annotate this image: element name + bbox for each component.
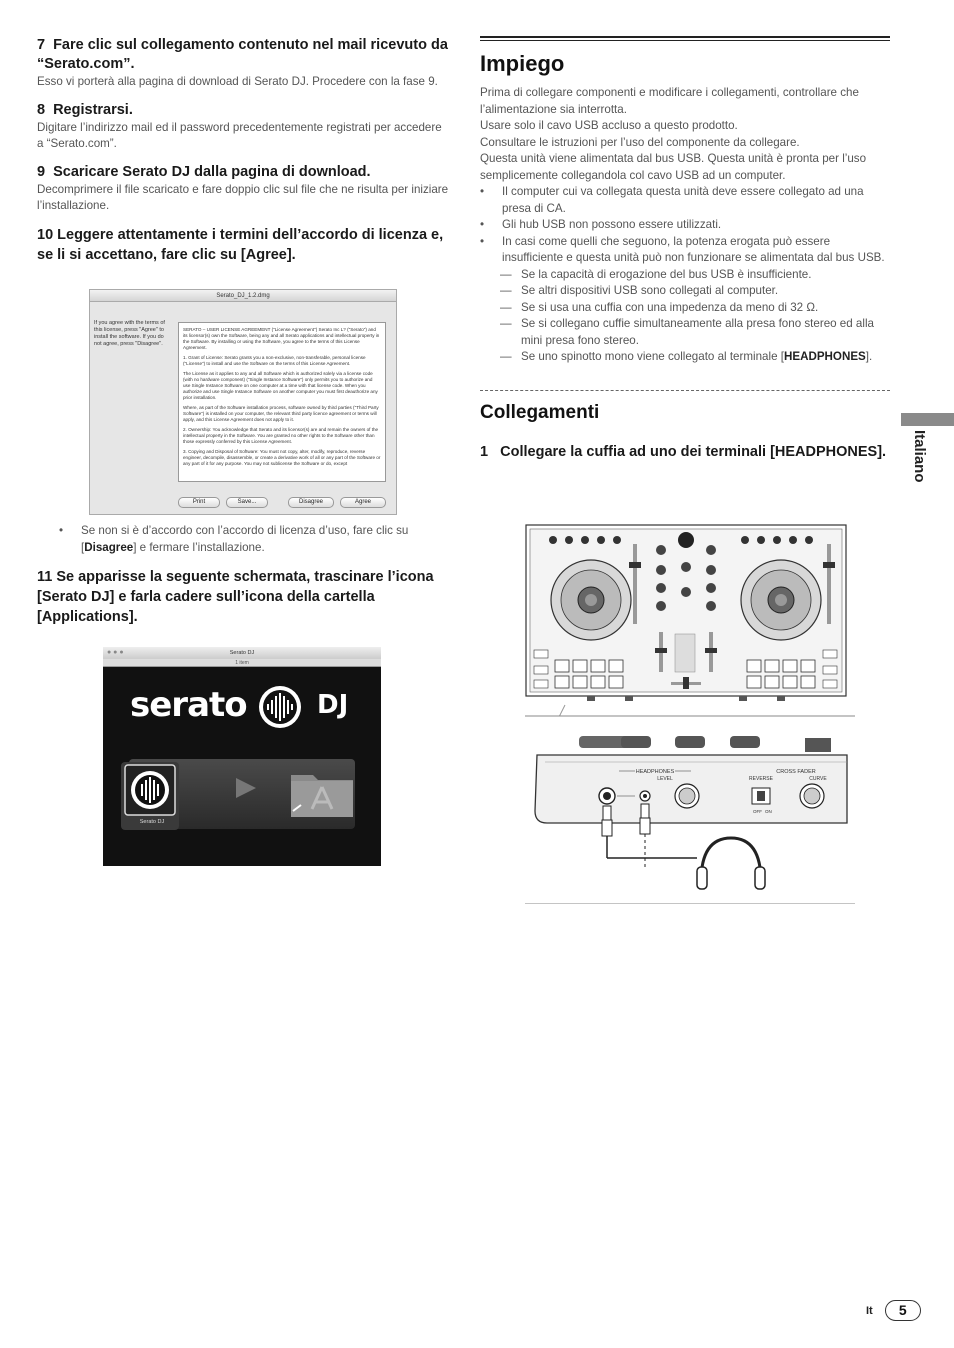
arrow-right-icon xyxy=(233,775,259,801)
license-paragraph: 1. Grant of License: Serato grants you a non-exclusive, non-transferable, personal license ("License") to install and use the Software on the terms of this License Agreement. xyxy=(183,355,366,366)
step-title: Registrarsi. xyxy=(53,101,133,118)
license-paragraph: Where, as part of the Software installation process, software owned by third parties ("Third Party Software") is installed on your computer, the relevant third party licence agreement or terms will apply, and this License Agreement does not apply to it. xyxy=(183,405,379,422)
window-toolbar: 1 item xyxy=(103,659,381,667)
left-column xyxy=(37,36,449,265)
level-label: LEVEL xyxy=(657,776,673,782)
serato-install-window xyxy=(103,647,381,866)
step-title: Scaricare Serato DJ dalla pagina di download. xyxy=(53,163,371,180)
window-titlebar xyxy=(103,647,381,659)
step-title: Fare clic sul collegamento contenuto nel mail ricevuto da “Serato.com”. xyxy=(37,37,448,72)
page-footer xyxy=(866,1300,921,1321)
app-label: Serato DJ xyxy=(139,819,165,825)
headphones-key: HEADPHONES xyxy=(783,350,866,363)
note-bullet xyxy=(59,523,449,556)
sub-list-item: — Se si usa una cuffia con una impedenza da meno di 32 Ω. xyxy=(500,300,819,314)
step-7-heading xyxy=(37,36,449,74)
step-11-heading: 11 Se apparisse la seguente schermata, trascinare l’icona [Serato DJ] e farla cadere sull’icona della cartella [Applications]. xyxy=(37,569,434,625)
crossfader-label: CROSS FADER xyxy=(776,769,816,775)
off-label: OFF xyxy=(753,809,762,814)
step-10-note xyxy=(59,523,449,556)
dialog-buttons xyxy=(90,497,396,509)
dialog-side-text: If you agree with the terms of this license, press "Agree" to install the software. If you do not agree, press "Disagree". xyxy=(94,320,165,347)
step-8-body: Digitare l’indirizzo mail ed il password precedentemente registrati per accedere a “Serato.com”. xyxy=(37,120,442,150)
language-code: It xyxy=(866,1304,873,1317)
serato-record-logo-icon xyxy=(258,685,302,729)
list-item: • In casi come quelli che seguono, la potenza erogata può essere insufficiente e questa unità può non funzionare se alimentata dal bus USB. xyxy=(480,234,885,264)
step-number: 9 xyxy=(37,163,46,180)
step-10-heading: 10 Leggere attentamente i termini dell’accordo di licenza e, se li si accettano, fare clic su [Agree]. xyxy=(37,226,444,263)
serato-logo-text: serato xyxy=(130,685,247,725)
section-rule xyxy=(480,36,890,41)
controller-connection-figure xyxy=(525,522,855,904)
step-7-body: Esso vi porterà alla pagina di download di Serato DJ. Procedere con la fase 9. xyxy=(37,75,438,88)
step-9-body: Decomprimere il file scaricato e fare doppio clic sul file che ne risulta per iniziare l’installazione. xyxy=(37,182,449,212)
sub-list-item: — Se uno spinotto mono viene collegato al terminale [HEADPHONES]. xyxy=(500,350,873,363)
right-column xyxy=(480,36,890,462)
language-side-label: Italiano xyxy=(911,430,928,483)
curve-label: CURVE xyxy=(809,776,827,782)
on-label: ON xyxy=(765,809,772,814)
list-item: • Il computer cui va collegata questa unità deve essere collegato ad una presa di CA. xyxy=(480,185,864,215)
bullet-mark: • xyxy=(59,524,64,537)
reverse-label: REVERSE xyxy=(749,776,773,782)
language-side-tab xyxy=(901,413,954,426)
window-title: Serato DJ xyxy=(229,650,255,656)
headphones-label: HEADPHONES xyxy=(635,769,675,775)
disagree-button[interactable]: Disagree xyxy=(288,497,334,508)
step-number: 8 xyxy=(37,101,46,118)
paragraph: Prima di collegare componenti e modificare i collegamenti, controllare che l’alimentazione sia interrotta. xyxy=(480,86,859,116)
paragraph: Consultare le istruzioni per l’uso del componente da collegare. xyxy=(480,135,800,149)
dialog-title: Serato_DJ_1.2.dmg xyxy=(90,290,396,302)
dj-logo-text: DJ xyxy=(317,690,349,720)
section-divider xyxy=(480,390,890,391)
step-number: 7 xyxy=(37,37,46,53)
print-button[interactable]: Print xyxy=(178,497,220,508)
step-8-heading xyxy=(37,101,449,120)
license-dialog-screenshot xyxy=(89,289,397,515)
license-paragraph: 2. Ownership: You acknowledge that Serato and its licensor(s) are and remain the owners of the intellectual property in the Software. You are granted no other rights to the Software other than those expressly conferred by this License Agreement. xyxy=(183,427,379,444)
disagree-key: Disagree xyxy=(84,540,134,554)
agree-button[interactable]: Agree xyxy=(340,497,386,508)
page-number: 5 xyxy=(885,1300,921,1321)
list-item: • Gli hub USB non possono essere utilizzati. xyxy=(480,218,722,231)
sub-list-item: — Se la capacità di erogazione del bus USB è insufficiente. xyxy=(500,267,812,281)
step-1-heading: 1 Collegare la cuffia ad uno dei terminali [HEADPHONES]. xyxy=(480,443,887,460)
sub-list-item: — Se altri dispositivi USB sono collegati al computer. xyxy=(500,284,779,297)
license-paragraph: SERATO – USER LICENSE AGREEMENT ("License Agreement") Serato Inc L? ("Serato") and its licensor(s) own the Software, being any and all Serato applications and intellectual property in the Software. By installing or using the Software, you agree to the terms of this License Agreement. xyxy=(183,327,380,350)
license-paragraph: The License as it applies to any and all Software which is authorized solely via a license code (with no hardware component) ("Single Instance Software") only permits you to authorize and use Single Instance Software on one computer at a time with that license code. When you authorize and use Single Instance Software on another computer you must first deauthorize any prior installation. xyxy=(183,371,378,400)
applications-folder-icon[interactable] xyxy=(289,767,355,819)
note-text: Se non si è d’accordo con l’accordo di licenza d’uso, fare clic su [Disagree] e fermare l’installazione. xyxy=(81,524,409,554)
save-button[interactable]: Save... xyxy=(226,497,268,508)
traffic-lights-icon[interactable]: ● ● ● xyxy=(107,649,124,656)
paragraph: Usare solo il cavo USB accluso a questo prodotto. xyxy=(480,119,738,132)
license-paragraph: 3. Copying and Disposal of Software: You must not copy, alter, modify, reproduce, reverse engineer, decompile, disassemble, or create a derivative work of all or any part of the Software or any part of it for any purpose. You may not sublicense the Software or do, except xyxy=(183,449,381,466)
sub-list-item: — Se si collegano cuffie simultaneamente alla presa fono stereo ed alla mini presa fono stereo. xyxy=(500,317,874,347)
section-title-collegamenti: Collegamenti xyxy=(480,401,600,423)
controller-top-view xyxy=(526,525,846,701)
license-text-area[interactable] xyxy=(178,322,386,482)
section-title-impiego: Impiego xyxy=(480,51,565,76)
serato-dj-app-icon xyxy=(124,764,176,816)
step-9-heading xyxy=(37,163,449,182)
paragraph: Questa unità viene alimentata dal bus USB. Questa unità è pronta per l’uso semplicemente collegandola col cavo USB ad un computer. xyxy=(480,152,867,182)
